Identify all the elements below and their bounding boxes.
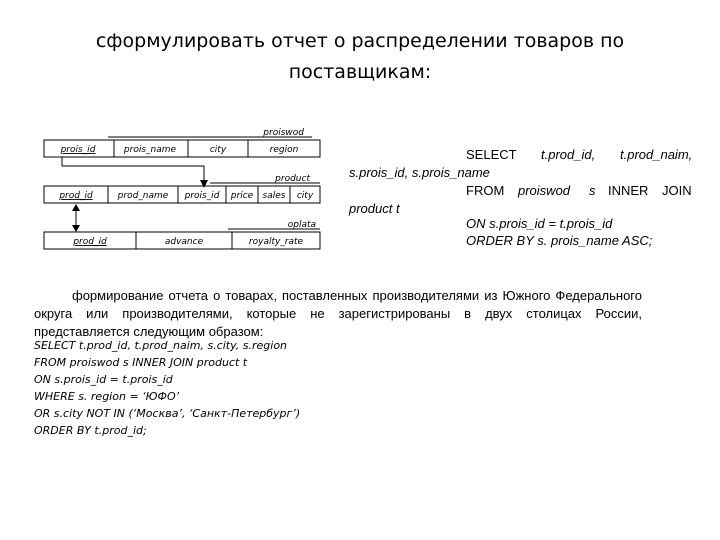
field-advance: advance	[164, 237, 204, 247]
field-region: region	[269, 145, 299, 155]
field-city: city	[209, 145, 227, 155]
sql1-line5: ON s.prois_id = t.prois_id	[466, 216, 613, 231]
er-diagram	[28, 120, 328, 256]
field-oplata-prod-id: prod_id	[73, 237, 107, 247]
field-product-prois-id: prois_id	[184, 191, 220, 201]
sql1-inner: INNER	[608, 183, 649, 198]
sql2-line: ORDER BY t.prod_id;	[34, 424, 147, 437]
sql2-line: ON s.prois_id = t.prois_id	[34, 373, 173, 386]
field-royalty-rate: royalty_rate	[248, 237, 304, 247]
sql1-prod-naim: t.prod_naim,	[620, 147, 693, 162]
sql2-line: WHERE s. region = ‘ЮФО’	[34, 390, 180, 403]
sql1-alias-s: s	[589, 183, 596, 198]
field-product-city: city	[296, 191, 314, 201]
sql1-proiswod: proiswod	[518, 183, 571, 198]
field-prois-name: prois_name	[123, 145, 177, 155]
table-name-oplata: oplata	[287, 220, 316, 230]
table-name-product: product	[275, 174, 310, 184]
sql1-from: FROM	[466, 183, 505, 198]
sql1-line4: product t	[349, 201, 400, 216]
field-prod-name: prod_name	[117, 191, 169, 201]
sql1-prod-id: t.prod_id,	[541, 147, 596, 162]
field-sales: sales	[262, 191, 286, 201]
slide-title	[40, 26, 680, 88]
sql1-line2: s.prois_id, s.prois_name	[349, 165, 490, 180]
sql2-line: FROM proiswod s INNER JOIN product t	[34, 356, 248, 369]
title-line-2: поставщикам:	[288, 61, 432, 83]
field-prod-id: prod_id	[59, 191, 93, 201]
sql1-join: JOIN	[662, 183, 692, 198]
sql2-line: SELECT t.prod_id, t.prod_naim, s.city, s.region	[34, 339, 288, 352]
sql-query-2	[34, 337, 300, 439]
task-description	[34, 287, 642, 341]
table-name-proiswod: proiswod	[263, 128, 304, 138]
field-price: price	[230, 191, 254, 201]
arrow-head	[200, 180, 208, 188]
field-prois-id: prois_id	[60, 145, 96, 155]
sql2-line: OR s.city NOT IN (‘Москва’, ‘Санкт-Петербург’)	[34, 407, 301, 420]
title-line-1: сформулировать отчет о распределении товаров по	[95, 30, 625, 52]
task-description-text: формирование отчета о товарах, поставленных производителями из Южного Федерального округа или производителями, которые не зарегистрированы в двух столицах России, представляется следующим образом:	[34, 288, 642, 339]
sql1-line6: ORDER BY s. prois_name ASC;	[466, 233, 653, 248]
sql1-select: SELECT	[466, 147, 517, 162]
